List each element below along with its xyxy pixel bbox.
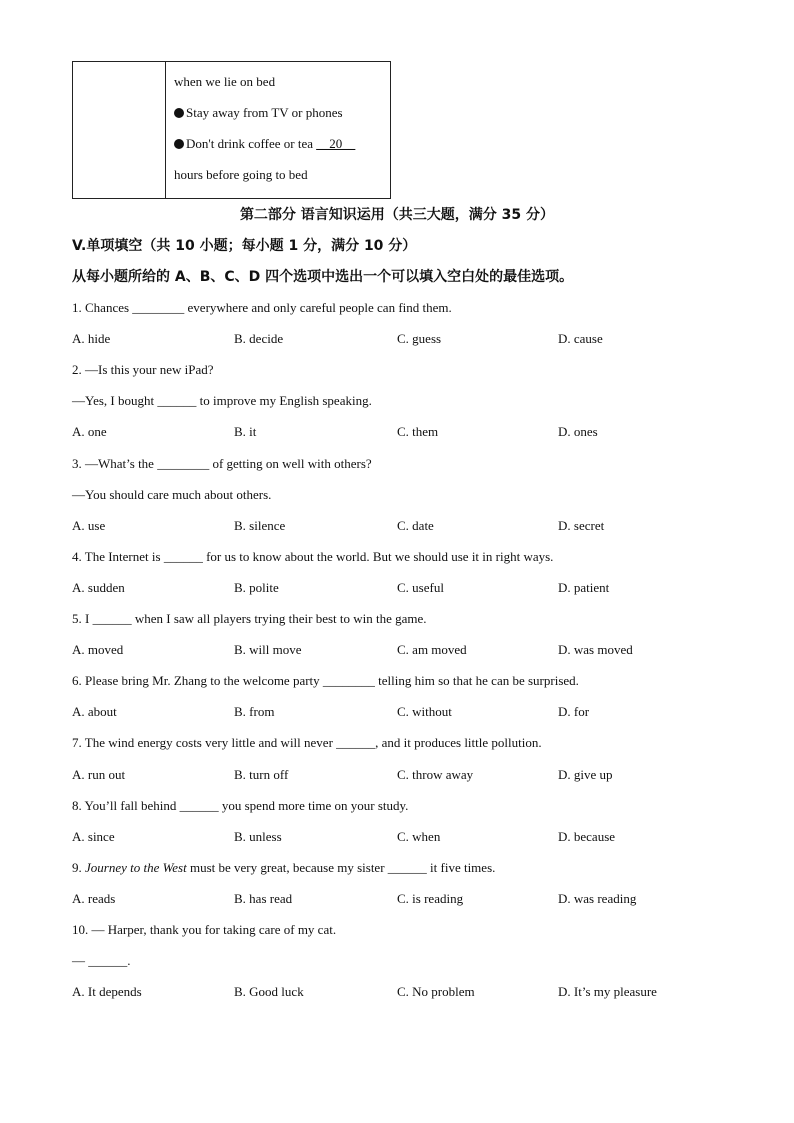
option-row <box>72 829 712 845</box>
option-a: A. reads <box>72 890 116 906</box>
question-line: —You should care much about others. <box>72 486 272 502</box>
option-a: A. It depends <box>72 984 142 1000</box>
question-stem: 8. You’ll fall behind ______ you spend more time on your study. <box>72 797 409 813</box>
option-a: A. moved <box>72 642 124 658</box>
question-stem: 5. I ______ when I saw all players trying their best to win the game. <box>72 611 427 626</box>
question-stem: 2. —Is this your new iPad? <box>72 362 214 378</box>
question-line: — ______. <box>72 953 131 969</box>
option-d: D. ones <box>558 424 598 440</box>
option-d: D. patient <box>558 579 610 595</box>
option-d: D. give up <box>558 766 613 782</box>
instruction: 从每小题所给的 A、B、C、D 四个选项中选出一个可以填入空白处的最佳选项。 <box>72 269 574 285</box>
question-stem: 3. —What’s the ________ of getting on well with others? <box>72 455 372 471</box>
option-a: A. hide <box>72 331 111 347</box>
option-b: B. Good luck <box>234 984 304 1000</box>
option-a: A. since <box>72 828 115 844</box>
question-stem: 7. The wind energy costs very little and will never ______, and it produces little pollution. <box>72 735 542 751</box>
option-row <box>72 642 712 658</box>
option-row <box>72 984 712 1000</box>
option-a: A. one <box>72 424 107 440</box>
question-stem: 1. Chances ________ everywhere and only careful people can find them. <box>72 300 452 315</box>
option-c: C. date <box>397 517 434 533</box>
option-a: A. sudden <box>72 579 125 595</box>
option-c: C. them <box>397 424 439 440</box>
option-c: C. useful <box>397 579 444 595</box>
option-d: D. was moved <box>558 642 633 658</box>
option-c: C. is reading <box>397 890 464 906</box>
option-b: B. polite <box>234 579 279 595</box>
bullet-icon <box>174 108 184 118</box>
question-stem: 10. — Harper, thank you for taking care of my cat. <box>72 922 337 937</box>
option-b: B. will move <box>234 642 302 658</box>
option-row <box>72 891 712 907</box>
option-c: C. guess <box>397 331 442 347</box>
option-b: B. decide <box>234 331 284 347</box>
option-d: D. was reading <box>558 890 637 906</box>
table-left-cell <box>73 62 166 199</box>
option-a: A. run out <box>72 766 126 782</box>
option-d: D. secret <box>558 517 605 533</box>
bullet-icon <box>174 139 184 149</box>
answer-blank: __20__ <box>316 136 356 151</box>
option-d: D. for <box>558 704 590 720</box>
option-c: C. throw away <box>397 766 474 782</box>
part-title: 第二部分 语言知识运用（共三大题，满分 35 分） <box>239 207 555 223</box>
option-d: D. because <box>558 828 616 844</box>
option-d: D. It’s my pleasure <box>558 984 657 1000</box>
option-a: A. use <box>72 517 106 533</box>
option-b: B. silence <box>234 517 286 533</box>
option-row <box>72 424 712 440</box>
option-row <box>72 518 712 534</box>
option-row <box>72 704 712 720</box>
tips-table <box>72 61 391 199</box>
question-stem: 4. The Internet is ______ for us to know about the world. But we should use it in right ways. <box>72 548 554 564</box>
table-line: when we lie on bed <box>174 74 276 89</box>
question-line: —Yes, I bought ______ to improve my English speaking. <box>72 393 372 409</box>
table-line: hours before going to bed <box>174 167 308 182</box>
table-bullet-item: Don't drink coffee or tea __20__ <box>174 136 382 167</box>
table-right-cell <box>166 62 391 199</box>
option-c: C. without <box>397 704 452 720</box>
option-b: B. unless <box>234 828 282 844</box>
section-heading: V.单项填空（共 10 小题；每小题 1 分，满分 10 分） <box>72 238 417 254</box>
table-bullet-item: Stay away from TV or phones <box>174 105 382 136</box>
option-b: B. it <box>234 424 257 440</box>
question-stem: 6. Please bring Mr. Zhang to the welcome party ________ telling him so that he can be surprised. <box>72 673 579 689</box>
option-c: C. when <box>397 828 441 844</box>
option-b: B. has read <box>234 890 293 906</box>
option-b: B. turn off <box>234 766 289 782</box>
option-c: C. am moved <box>397 642 467 658</box>
option-c: C. No problem <box>397 984 475 1000</box>
option-b: B. from <box>234 704 275 720</box>
option-a: A. about <box>72 704 117 720</box>
option-row <box>72 580 712 596</box>
option-row <box>72 767 712 783</box>
option-row <box>72 331 712 347</box>
question-stem: 9. Journey to the West must be very great, because my sister ______ it five times. <box>72 859 496 875</box>
option-d: D. cause <box>558 331 603 347</box>
